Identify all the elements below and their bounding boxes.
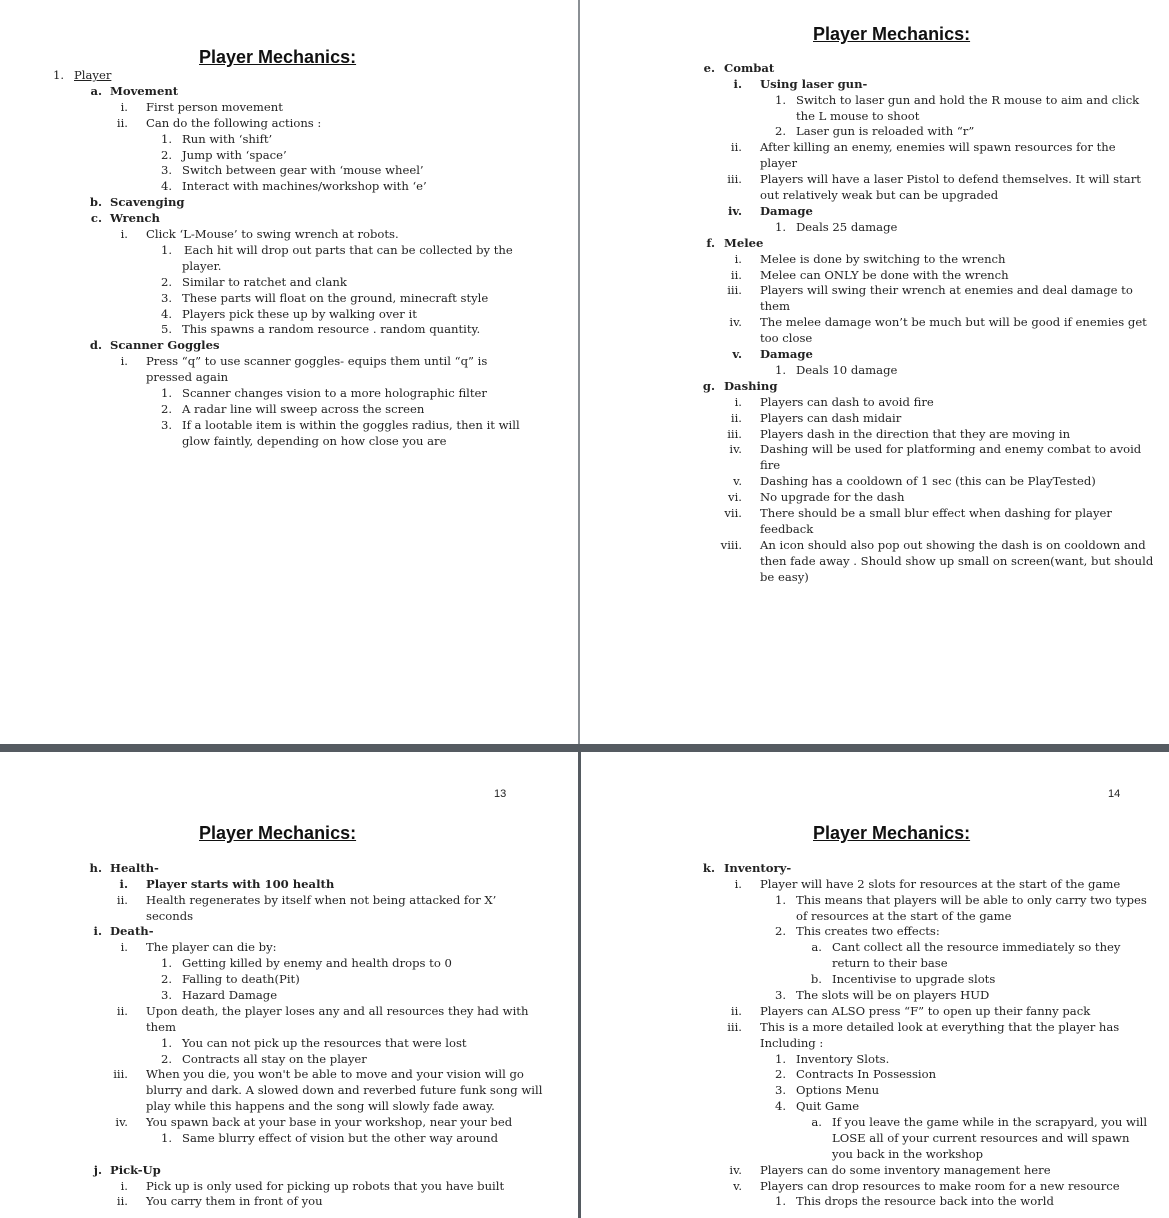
page-divider-horizontal [0,744,1169,752]
list-item-text: pressed again [146,370,229,384]
list-marker: iv. [729,1163,742,1177]
list-item-text: Scavenging [110,195,185,209]
list-item-text: Damage [760,347,813,361]
list-item-text: Cant collect all the resource immediately so they [832,940,1121,954]
list-item-text: Including : [760,1036,824,1050]
list-item-text: The player can die by: [146,940,277,954]
list-item-text: out relatively weak but can be upgraded [760,188,999,202]
list-item-text: of resources at the start of the game [796,909,1012,923]
list-item-text: Health regenerates by itself when not being attacked for X’ [146,893,497,907]
page-divider-vertical-top [578,0,580,744]
list-item-text: Scanner changes vision to a more holographic filter [182,386,487,400]
list-marker: iii. [727,1020,742,1034]
list-marker: 3. [774,1083,786,1097]
list-item-text: Falling to death(Pit) [182,972,300,986]
list-marker: 1. [774,363,786,377]
list-marker: ii. [730,140,742,154]
list-item-text: These parts will float on the ground, minecraft style [182,291,489,305]
page-divider-vertical [578,744,581,1218]
list-marker: i. [734,395,742,409]
list-item-text: Getting killed by enemy and health drops to 0 [182,956,452,970]
list-marker: 1. [160,956,172,970]
list-item-text: There should be a small blur effect when dashing for player [760,506,1112,520]
list-item-text: blurry and dark. A slowed down and reverbed future funk song will [146,1083,543,1097]
list-marker: 2. [160,402,172,416]
list-marker: iii. [727,427,742,441]
list-marker: vii. [724,506,742,520]
list-marker: 4. [160,307,172,321]
list-marker: i. [120,227,128,241]
list-item-text: Wrench [110,211,160,225]
list-marker: 4. [160,179,172,193]
list-item-text: them [146,1020,176,1034]
list-marker: 2. [160,275,172,289]
list-marker: d. [89,338,102,352]
list-marker: g. [702,379,715,393]
list-marker: 1. [160,1036,172,1050]
list-item-text: feedback [760,522,814,536]
list-item-text: Inventory Slots. [796,1052,890,1066]
list-marker: a. [811,1115,822,1129]
list-marker: i. [120,100,128,114]
list-marker: h. [89,861,102,875]
list-item-text: Pick up is only used for picking up robots that you have built [146,1179,505,1193]
list-marker: b. [89,195,102,209]
list-item-text: player. [182,259,222,273]
list-item-text: too close [760,331,813,345]
list-item-text: Jump with ‘space’ [182,148,287,162]
list-marker: 2. [774,1067,786,1081]
list-item-text: player [760,156,797,170]
list-item-text: Each hit will drop out parts that can be collected by the [184,243,513,257]
list-item-text: Movement [110,84,179,98]
page-title: Player Mechanics: [199,823,357,843]
list-item-text: The melee damage won’t be much but will be good if enemies get [760,315,1147,329]
list-marker: iii. [113,1067,128,1081]
list-item-text: Players pick these up by walking over it [182,307,417,321]
list-item-text: A radar line will sweep across the screen [182,402,425,416]
list-item-text: Laser gun is reloaded with “r” [796,124,975,138]
list-item-text: Melee [724,236,764,250]
list-item-text: Switch between gear with ‘mouse wheel’ [182,163,424,177]
list-marker: e. [703,61,715,75]
list-marker: vi. [728,490,742,504]
list-marker: 2. [160,1052,172,1066]
list-marker: 2. [160,972,172,986]
list-item-text: Using laser gun- [760,77,868,91]
list-marker: 1. [774,893,786,907]
page-number: 13 [494,788,507,800]
list-item-text: If a lootable item is within the goggles radius, then it will [182,418,520,432]
list-marker: 1. [774,1194,786,1208]
list-marker: 1. [160,386,172,400]
list-item-text: Click ‘L-Mouse’ to swing wrench at robots. [146,227,399,241]
list-item-text: return to their base [832,956,948,970]
list-marker: 1. [774,1052,786,1066]
list-item-text: Switch to laser gun and hold the R mouse to aim and click [796,93,1140,107]
list-item-text: First person movement [146,100,283,114]
list-item-text: Can do the following actions : [146,116,322,130]
list-item-text: Deals 25 damage [796,220,898,234]
list-item-text: Player will have 2 slots for resources at the start of the game [760,877,1121,891]
list-marker: 4. [774,1099,786,1113]
list-item-text: Quit Game [796,1099,860,1113]
list-marker: ii. [730,1004,742,1018]
list-item-text: Upon death, the player loses any and all resources they had with [146,1004,529,1018]
list-item-text: Pick-Up [110,1163,161,1177]
list-item-text: This spawns a random resource . random quantity. [182,322,481,336]
list-item-text: Players can ALSO press “F” to open up their fanny pack [760,1004,1091,1018]
list-marker: i. [734,252,742,266]
list-item-text: This is a more detailed look at everything that the player has [760,1020,1120,1034]
list-item-text: Dashing [724,379,778,393]
list-item-text: Interact with machines/workshop with ‘e’ [182,179,427,193]
list-item-text: Press “q” to use scanner goggles- equips them until “q” is [146,354,488,368]
list-item-text: Players can dash to avoid fire [760,395,934,409]
list-marker: i. [120,1179,128,1193]
list-item-text: Melee can ONLY be done with the wrench [760,268,1009,282]
list-marker: ii. [730,411,742,425]
page-title: Player Mechanics: [813,823,971,843]
list-marker: 1. [160,132,172,146]
list-marker: viii. [720,538,742,552]
list-marker: ii. [730,268,742,282]
list-item-text: be easy) [760,570,809,584]
list-item-text: Incentivise to upgrade slots [832,972,996,986]
list-marker: k. [702,861,715,875]
list-marker: ii. [116,1004,128,1018]
list-item-text: fire [760,458,781,472]
list-marker: a. [90,84,102,98]
list-marker: 3. [774,988,786,1002]
list-item-text: Players can do some inventory management here [760,1163,1051,1177]
list-marker: ii. [116,893,128,907]
list-item-text: Deals 10 damage [796,363,898,377]
list-marker: iv. [727,204,742,218]
list-item-text: Combat [724,61,775,75]
list-marker: 1. [160,1131,172,1145]
list-marker: v. [732,347,742,361]
list-marker: 2. [774,924,786,938]
list-item-text: LOSE all of your current resources and will spawn [832,1131,1130,1145]
list-marker: 1. [52,68,64,82]
list-item-text: Players will swing their wrench at enemies and deal damage to [760,283,1133,297]
list-item-text: Damage [760,204,813,218]
list-item-text: Player [74,68,112,82]
list-marker: i. [120,940,128,954]
list-item-text: Inventory- [724,861,792,875]
list-item-text: An icon should also pop out showing the dash is on cooldown and [760,538,1146,552]
list-marker: 3. [160,163,172,177]
list-marker: i. [119,877,128,891]
list-marker: ii. [116,1194,128,1208]
list-item-text: You spawn back at your base in your workshop, near your bed [146,1115,513,1129]
list-marker: i. [734,877,742,891]
list-item-text: This creates two effects: [796,924,940,938]
list-marker: 3. [160,988,172,1002]
document-page-12 [0,0,578,744]
list-marker: iii. [727,283,742,297]
list-item-text: You can not pick up the resources that were lost [182,1036,467,1050]
list-item-text: then fade away . Should show up small on screen(want, but should [760,554,1154,568]
list-item-text: Similar to ratchet and clank [182,275,347,289]
list-item-text: Run with ‘shift’ [182,132,273,146]
list-item-text: play while this happens and the song will slowly fade away. [146,1099,495,1113]
list-item-text: Player starts with 100 health [146,877,335,891]
list-item-text: Melee is done by switching to the wrench [760,252,1006,266]
list-marker: 1. [774,220,786,234]
list-marker: j. [93,1163,102,1177]
list-item-text: Players can dash midair [760,411,902,425]
list-marker: 2. [160,148,172,162]
list-item-text: you back in the workshop [832,1147,984,1161]
list-item-text: After killing an enemy, enemies will spawn resources for the [760,140,1116,154]
list-item-text: Health- [110,861,159,875]
page-title: Player Mechanics: [199,47,357,67]
list-item-text: This drops the resource back into the world [796,1194,1054,1208]
list-item-text: No upgrade for the dash [760,490,905,504]
list-item-text: When you die, you won't be able to move and your vision will go [146,1067,524,1081]
list-marker: iv. [115,1115,128,1129]
page-title: Player Mechanics: [813,24,971,44]
list-marker: f. [706,236,715,250]
list-item-text: Hazard Damage [182,988,278,1002]
list-item-text: Scanner Goggles [110,338,220,352]
list-item-text: Players will have a laser Pistol to defend themselves. It will start [760,172,1141,186]
list-marker: iv. [729,315,742,329]
list-marker: c. [90,211,102,225]
list-item-text: them [760,299,790,313]
list-item-text: If you leave the game while in the scrapyard, you will [832,1115,1148,1129]
list-item-text: You carry them in front of you [146,1194,323,1208]
list-marker: i. [120,354,128,368]
list-item-text: Death- [110,924,154,938]
list-item-text: This means that players will be able to only carry two types [796,893,1147,907]
list-item-text: Contracts In Possession [796,1067,937,1081]
list-marker: iv. [729,442,742,456]
page-number: 14 [1108,788,1121,800]
list-item-text: The slots will be on players HUD [796,988,990,1002]
list-marker: i. [733,77,742,91]
list-marker: 1. [160,243,172,257]
list-item-text: Players can drop resources to make room for a new resource [760,1179,1120,1193]
list-marker: a. [811,940,822,954]
list-item-text: Players dash in the direction that they are moving in [760,427,1071,441]
list-item-text: seconds [146,909,194,923]
list-item-text: the L mouse to shoot [796,109,920,123]
list-marker: b. [810,972,822,986]
list-marker: v. [733,474,742,488]
list-marker: 1. [774,93,786,107]
list-marker: v. [733,1179,742,1193]
list-item-text: glow faintly, depending on how close you are [182,434,447,448]
list-marker: iii. [727,172,742,186]
list-marker: ii. [116,116,128,130]
list-marker: 3. [160,418,172,432]
list-marker: 3. [160,291,172,305]
list-item-text: Dashing has a cooldown of 1 sec (this can be PlayTested) [760,474,1096,488]
list-marker: 2. [774,124,786,138]
list-item-text: Same blurry effect of vision but the other way around [182,1131,499,1145]
list-item-text: Options Menu [796,1083,880,1097]
list-item-text: Dashing will be used for platforming and enemy combat to avoid [760,442,1142,456]
list-marker: i. [93,924,102,938]
list-marker: 5. [160,322,172,336]
list-item-text: Contracts all stay on the player [182,1052,367,1066]
